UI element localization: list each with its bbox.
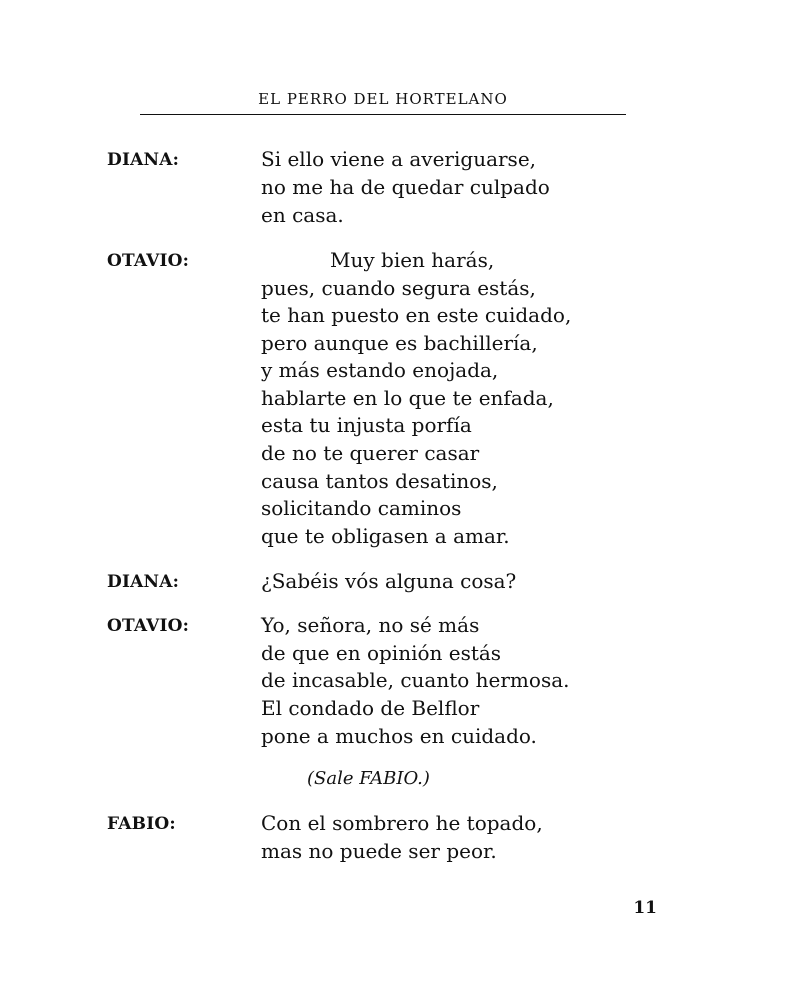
speaker-otavio: OTAVIO: — [107, 616, 190, 636]
speaker-diana: DIANA: — [107, 572, 180, 592]
speaker-otavio: OTAVIO: — [107, 251, 190, 271]
verse-line: causa tantos desatinos, — [261, 469, 498, 493]
verse-line: ¿Sabéis vós alguna cosa? — [261, 569, 517, 593]
verse-line: mas no puede ser peor. — [261, 839, 497, 863]
verse-line: de que en opinión estás — [261, 641, 502, 665]
verse-line: pone a muchos en cuidado. — [261, 724, 537, 748]
verse-line: de no te querer casar — [261, 441, 480, 465]
stage-direction: (Sale FABIO.) — [307, 768, 430, 789]
running-header: EL PERRO DEL HORTELANO — [258, 90, 508, 108]
verse-line: de incasable, cuanto hermosa. — [261, 668, 570, 692]
verse-line: pues, cuando segura estás, — [261, 276, 536, 300]
speaker-fabio: FABIO: — [107, 814, 176, 834]
verse-line: El condado de Belflor — [261, 696, 480, 720]
verse-line: que te obligasen a amar. — [261, 524, 510, 548]
verse-line: no me ha de quedar culpado — [261, 175, 550, 199]
verse-line: Con el sombrero he topado, — [261, 811, 543, 835]
verse-line: en casa. — [261, 203, 344, 227]
verse-line: y más estando enojada, — [261, 358, 499, 382]
verse-line: pero aunque es bachillería, — [261, 331, 538, 355]
page-number: 11 — [633, 898, 657, 918]
speaker-diana: DIANA: — [107, 150, 180, 170]
verse-line: te han puesto en este cuidado, — [261, 303, 572, 327]
verse-line: solicitando caminos — [261, 496, 462, 520]
verse-line: Yo, señora, no sé más — [261, 613, 480, 637]
verse-line: esta tu injusta porfía — [261, 413, 472, 437]
verse-line: hablarte en lo que te enfada, — [261, 386, 554, 410]
header-rule — [140, 114, 626, 115]
verse-line: Si ello viene a averiguarse, — [261, 147, 537, 171]
verse-line: Muy bien harás, — [330, 248, 495, 272]
